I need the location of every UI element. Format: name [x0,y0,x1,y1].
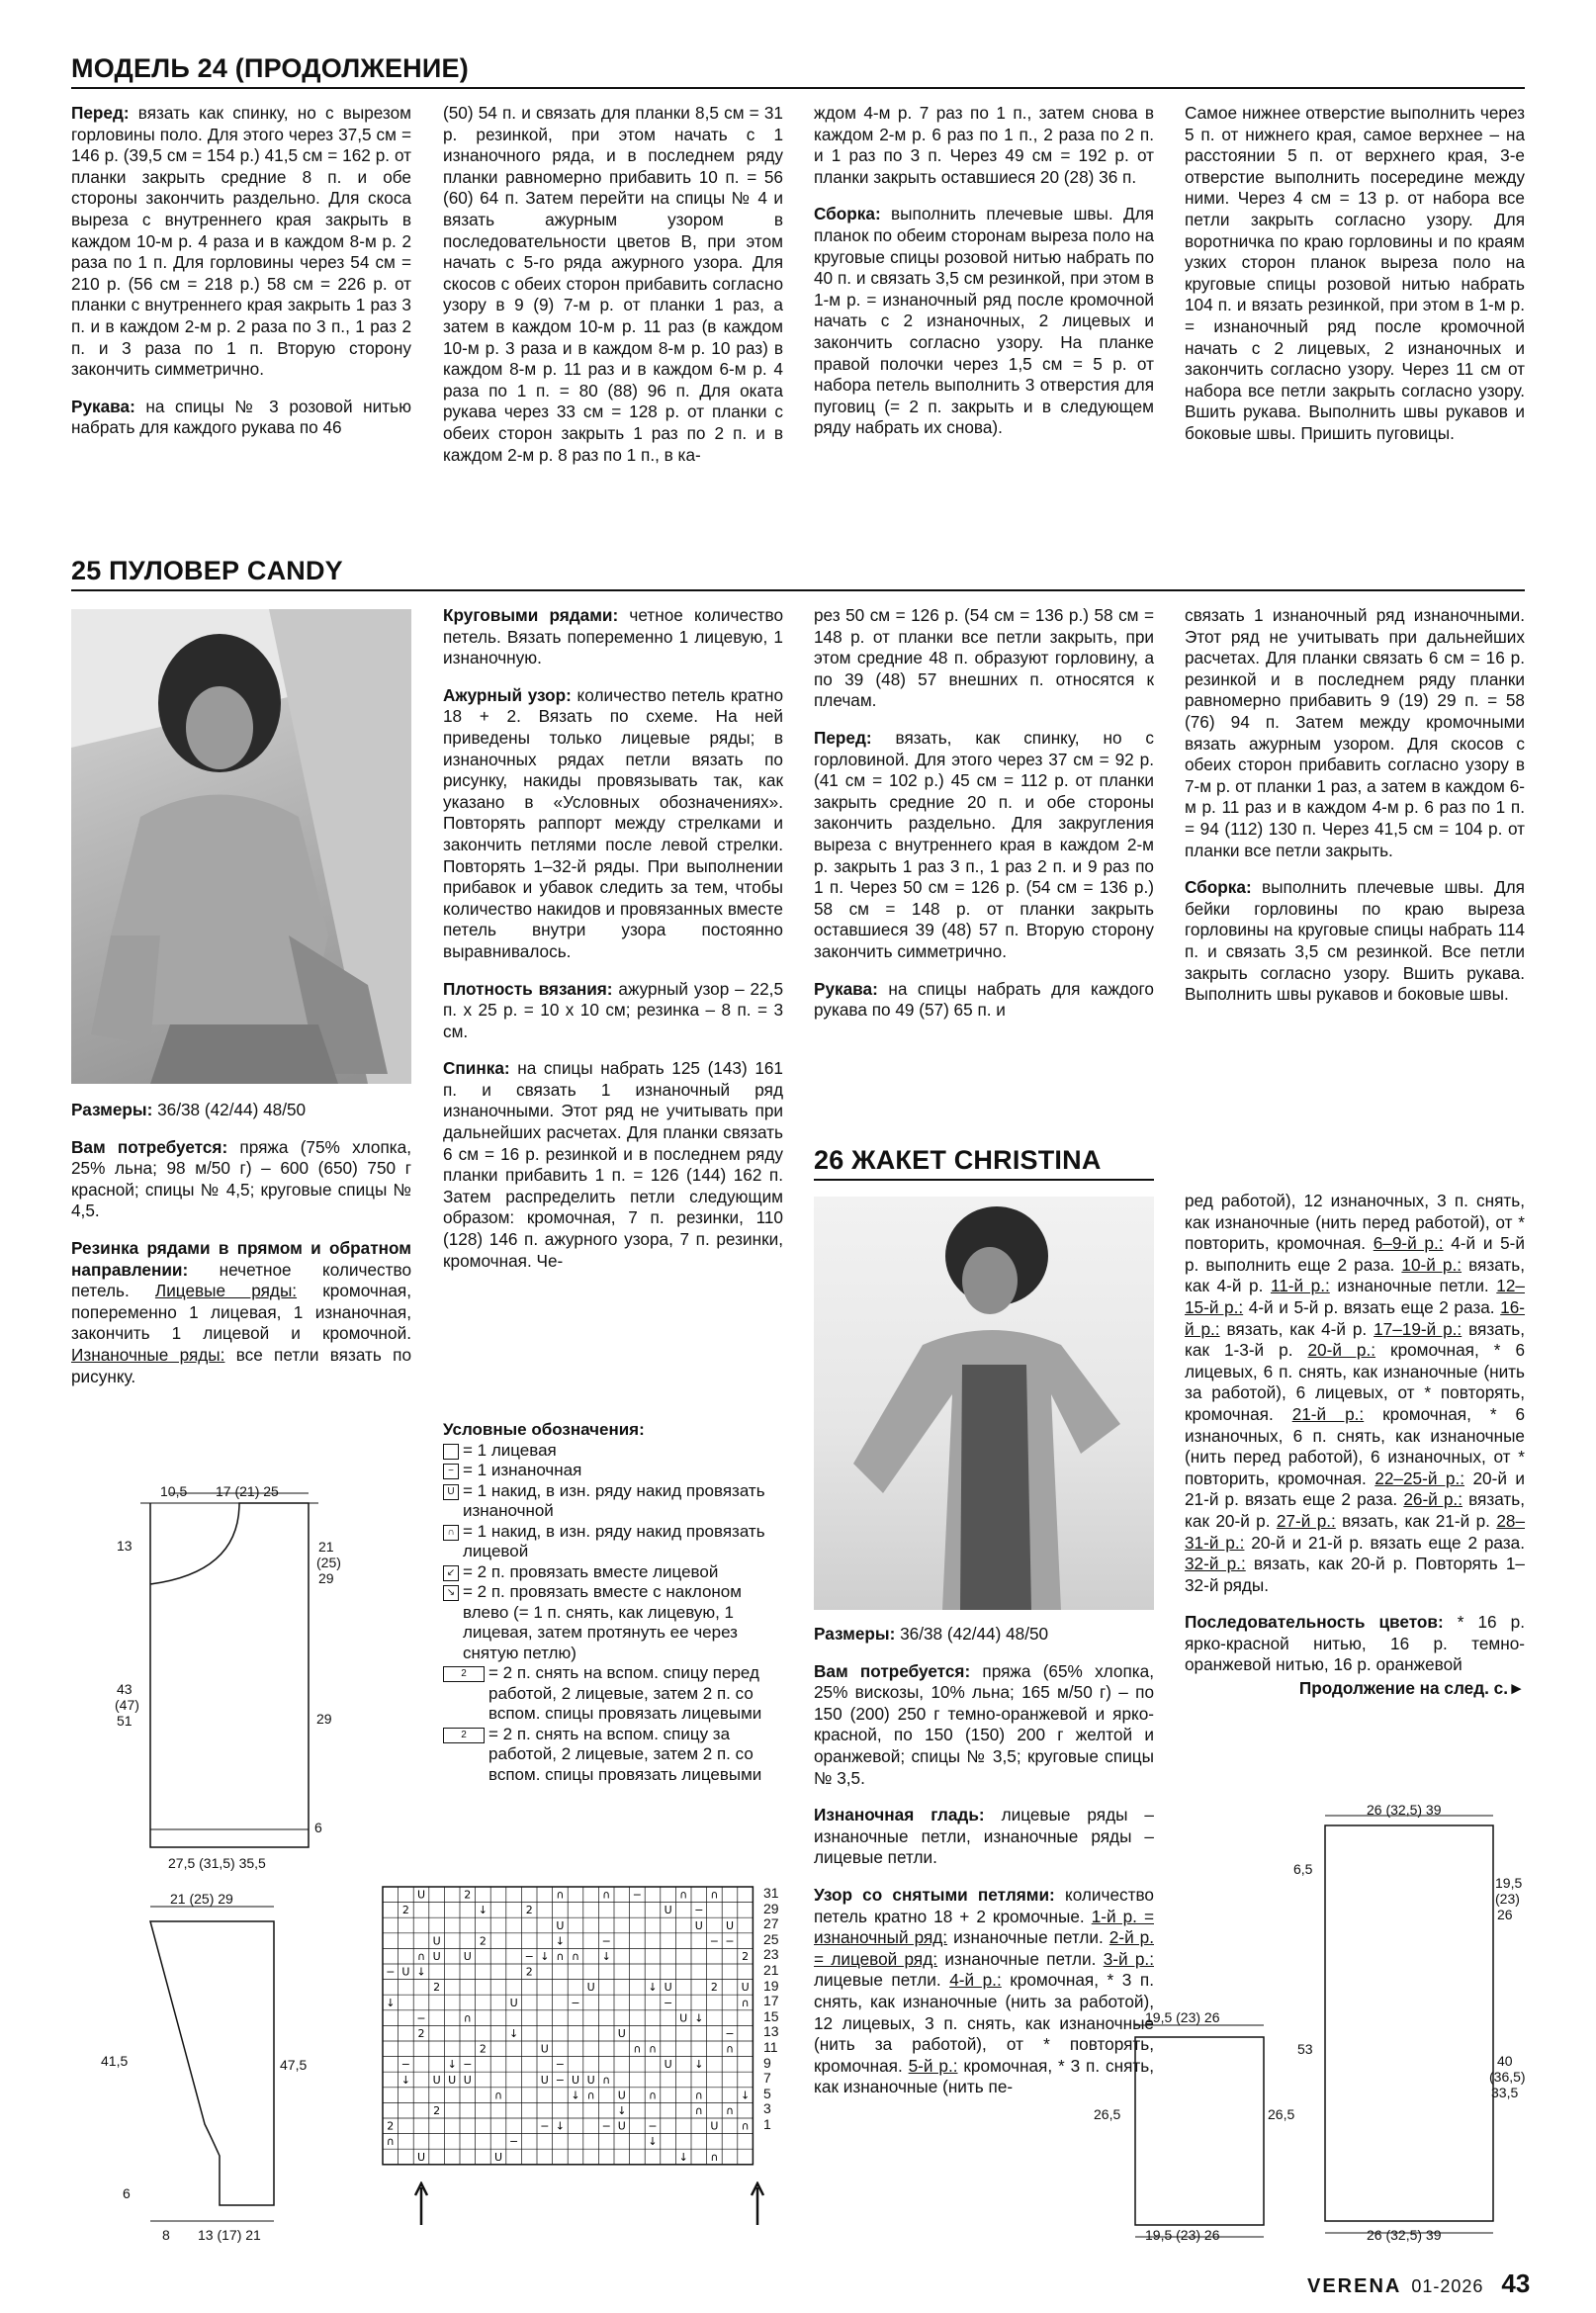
chart-stitch-symbol: ↓ [740,2089,751,2102]
front-dim-right-a2: (25) [316,1555,341,1570]
sleeve-dim-bottom-b: 13 (17) 21 [198,2227,261,2243]
chart-stitch-symbol: − [601,2119,611,2133]
footer-issue: 01-2026 [1411,2276,1484,2296]
chart-stitch-symbol: − [663,1996,673,2009]
chart-stitch-symbol: − [555,2058,566,2072]
chart-stitch-symbol: ∩ [416,1950,426,1963]
section-title-model24: МОДЕЛЬ 24 (ПРОДОЛЖЕНИЕ) [71,53,469,83]
lace-chart [382,1886,757,2173]
chart-stitch-symbol: 2 [401,1904,409,1917]
chart-stitch-symbol: ∩ [556,1950,565,1963]
yarn-over-purl-icon: U [443,1484,459,1500]
chart-stitch-symbol: − [648,2119,658,2133]
chart-stitch-symbol: ∩ [648,2089,658,2102]
chart-stitch-symbol: 2 [479,1934,487,1948]
legend-item-cable-front: 2 = 2 п. снять на вспом. спицу перед работой, 2 лицевые, затем 2 п. со вспом. спицы провязать лицевыми [443,1663,779,1725]
front-dim-bottom: 27,5 (31,5) 35,5 [168,1855,266,1871]
chart-stitch-symbol: U [432,2073,441,2087]
chart-stitch-symbol: ∩ [648,2042,658,2056]
chart-stitch-symbol: ∩ [556,1888,565,1902]
m24-column-2: (50) 54 п. и связать для планки 8,5 см = 31 р. резинкой, при этом начать с 1 изнаночного ряда, и в последнем ряду планки равномерно прибавить 10 п. = 56 (60) 64 п. Затем перейти на спицы № 4 и вязать ажурным узором в последовательности цветов В, при этом начать с 5-го ряда ажурного узора. Для скосов с обеих сторон прибавить согласно узору в 9 (9) 7-м р. от планки 1 раз, а затем в каждом 10-м р. 11 раз (в каждом 10-м р. 3 раза и в каждом 8-м р. 10 раз) в каждом 8-м р. 11 раз и в каждом 6-м р. 4 раза по 1 п. = 80 (88) 96 п. Для оката рукава через 33 см = 128 р. от планки с обеих сторон закрыть 1 раз по 2 п. и в каждом 2-м р. 8 раз по 1 п., в ка- [443,103,783,465]
sleeve-dim-left-small: 6 [123,2185,131,2201]
cable-back-icon: 2 [443,1728,485,1743]
section-rule [71,87,1525,89]
front-dim-top-a: 10,5 [160,1483,188,1499]
chart-stitch-symbol: U [463,1950,472,1963]
chart-stitch-symbol: − [463,2058,473,2072]
continued-note: Продолжение на след. с.► [1298,1678,1525,1699]
footer-brand: VERENA [1307,2275,1402,2297]
chart-stitch-symbol: U [586,1981,595,1995]
chart-stitch-symbol: U [540,2042,549,2056]
jacket-body-dim-right-a2: (23) [1495,1891,1520,1907]
legend-item-purl: − = 1 изнаночная [443,1461,779,1481]
chart-stitch-symbol: ∩ [386,2135,395,2149]
chart-stitch-symbol: ∩ [633,2042,642,2056]
chart-stitch-symbol: ∩ [694,2089,703,2102]
chart-stitch-symbol: U [432,1950,441,1963]
jacket-body-dim-right-b3: 33,5 [1491,2085,1519,2100]
chart-stitch-symbol: ↓ [447,2058,457,2072]
chart-stitch-symbol: ↓ [694,2011,704,2025]
chart-stitch-symbol: − [725,1934,735,1948]
section-title-model26: 26 ЖАКЕТ CHRISTINA [814,1145,1102,1175]
chart-stitch-symbol: U [401,1965,410,1979]
chart-stitch-symbol: ↓ [648,2135,658,2149]
chart-stitch-symbol: 2 [387,2119,395,2133]
chart-stitch-symbol: ∩ [741,2119,750,2133]
footer [1307,2269,1530,2299]
chart-stitch-symbol: ∩ [710,2150,719,2164]
legend-item-ssk: ↘ = 2 п. провязать вместе с наклоном влево (= 1 п. снять, как лицевую, 1 лицевая, затем протянуть ее через снятую петлю) [443,1582,779,1663]
chart-stitch-symbol: − [709,1934,720,1948]
legend [443,1420,779,1785]
model-silhouette-icon [814,1197,1154,1610]
m25-column-4: связать 1 изнаночный ряд изнаночными. Этот ряд не учитывать при дальнейших расчетах. Для планки связать 6 см = 16 р. резинкой и в последнем ряду планки равномерно прибавить 9 (19) 29 п. = 58 (76) 94 п. Затем между кромочными вязать ажурным узором. Для скосов с обеих сторон прибавить согласно узору в 7-м р. от планки 1 раз, а затем в каждом 6-м р. 11 раз и в каждом 4-м р. 6 раз по 1 п. = 94 (112) 130 п. Через 41,5 см = 104 р. от планки все петли закрыть. Сборка: выполнить плечевые швы. Для бейки горловины по краю выреза горловины на круговые спицы набрать 114 п. и связать 3,5 см резинкой. Все петли закрыть согласно узору. Вшить рукава. Выполнить швы рукавов и боковые швы. [1185,605,1525,1005]
m24-column-4: Самое нижнее отверстие выполнить через 5 п. от нижнего края, самое верхнее – на расстоянии 5 п. от верхнего края, 3-е отверстие выполнить посередине между ними. Через 4 см = 13 р. от набора все петли закрыть согласно узору. Для воротничка по краю горловины и по краям узких сторон планок выреза поло на круговые спицы розовой нитью набрать 104 п. и вязать резинкой, при этом в 1-м р. = изнаночный ряд после кромочной начать с 2 лицевых, 2 изнаночных и закончить согласно узору. Через 11 см от набора все петли закрыть согласно узору. Вшить рукава. Выполнить швы рукавов и боковые швы. Пришить пуговицы. [1185,103,1525,443]
chart-stitch-symbol: ↓ [694,2058,704,2072]
chart-stitch-symbol: ∩ [679,1888,688,1902]
front-dim-left-b1: 43 [117,1681,133,1697]
lace-chart-grid [382,1886,757,2173]
sleeve-dim-right: 47,5 [280,2057,308,2073]
chart-stitch-symbol: U [741,1981,750,1995]
chart-stitch-symbol: ↓ [678,2150,688,2164]
chart-stitch-symbol: ∩ [463,2011,472,2025]
chart-stitch-symbol: − [601,1934,611,1948]
front-dim-left-a: 13 [117,1538,133,1554]
chart-stitch-symbol: U [725,1918,735,1932]
chart-stitch-symbol: − [400,2058,411,2072]
chart-stitch-symbol: U [664,2058,672,2072]
chart-stitch-symbol: ∩ [725,2104,735,2117]
chart-stitch-symbol: U [710,2119,719,2133]
chart-stitch-symbol: 2 [479,2042,487,2056]
chart-stitch-symbol: 2 [525,1965,533,1979]
m25-column-2: Круговыми рядами: четное количество петель. Вязать попеременно 1 лицевую, 1 изнаночную. Ажурный узор: количество петель кратно 18 + 2. Вязать по схеме. На ней приведены только лицевые ряды; в изнаночных рядах петли вязать по рисунку, накиды провязывать так, как указано в «Условных обозначениях». Повторять раппорт между стрелками и закончить петлями после левой стрелки. Повторять 1–32-й ряды. При выполнении прибавок и убавок следить за тем, чтобы количество накидов и провязанных вместе петель внутри узора постоянно выравнивалось. Плотность вязания: ажурный узор – 22,5 п. х 25 р. = 10 х 10 см; резинка – 8 п. = 3 см. Спинка: на спицы набрать 125 (143) 161 п. и связать 1 изнаночный ряд изнаночными. Этот ряд не учитывать при дальнейших расчетах. Для планки связать 6 см = 16 р. резинкой и в последнем ряду планки прибавить 1 п. = 126 (144) 162 п. Затем распределить петли следующим образом: кромочная, 7 п. резинки, 110 (128) 146 п. ажурного узора, 7 п. резинки, кромочная. Че- [443,605,784,1271]
jacket-sleeve-dim-top: 19,5 (23) 26 [1145,2009,1220,2025]
chart-stitch-symbol: − [694,1904,704,1917]
jacket-body-dim-bottom: 26 (32,5) 39 [1367,2227,1442,2243]
jacket-sleeve-dim-right: 26,5 [1268,2106,1295,2122]
chart-stitch-symbol: U [571,2073,580,2087]
repeat-arrow-left-icon [413,2181,429,2225]
chart-stitch-symbol: 2 [742,1950,750,1963]
jacket-sleeve-dim-left: 26,5 [1094,2106,1121,2122]
jacket-sleeve-dim-bottom: 19,5 (23) 26 [1145,2227,1220,2243]
front-dim-right-c: 6 [314,1820,322,1835]
m25-column-3: рез 50 см = 126 р. (54 см = 136 р.) 58 см = 148 р. от планки все петли закрыть, при этом средние 48 п. образуют горловину, а по 39 (48) 57 внешних п. относятся к плечам. Перед: вязать, как спинку, но с горловиной. Для этого через 37 см = 92 р. (41 см = 102 р.) 45 см = 112 р. от планки закрыть средние 20 п. и обе стороны закончить раздельно. Для закругления выреза с внутреннего края в каждом 2-м р. закрыть 1 раз 3 п., 1 раз 2 п. и 9 раз по 1 п. Через 50 см = 126 р. (54 см = 136 р.) 58 см = 148 р. от планки закрыть оставшиеся 39 (48) 57 п. Вторую сторону закончить симметрично. Рукава: на спицы набрать для каждого рукава по 49 (57) 65 п. и [814,605,1154,1021]
jacket-body-dim-right-b2: (36,5) [1489,2069,1526,2085]
chart-stitch-symbol: U [448,2073,457,2087]
chart-stitch-symbol: ∩ [586,2089,595,2102]
chart-stitch-symbol: 2 [433,1981,441,1995]
ssk-icon: ↘ [443,1585,459,1601]
chart-stitch-symbol: U [416,2150,426,2164]
chart-stitch-symbol: ∩ [741,1996,750,2009]
legend-item-k2tog: ↙ = 2 п. провязать вместе лицевой [443,1562,779,1583]
legend-item-cable-back: 2 = 2 п. снять на вспом. спицу за работой, 2 лицевые, затем 2 п. со вспом. спицы провязать лицевыми [443,1725,779,1786]
front-dim-left-b2: (47) [115,1697,139,1713]
chart-stitch-symbol: U [493,2150,503,2164]
jacket-body-dim-left-a: 6,5 [1293,1861,1313,1877]
chart-stitch-symbol: 2 [433,2104,441,2117]
chart-stitch-symbol: ↓ [386,1996,396,2009]
jacket-body-dim-top: 26 (32,5) 39 [1367,1802,1442,1818]
chart-stitch-symbol: ∩ [710,1888,719,1902]
chart-stitch-symbol: − [416,2011,426,2025]
sleeve-dim-bottom-a: 8 [162,2227,170,2243]
legend-item-yo-purl: U = 1 накид, в изн. ряду накид провязать изнаночной [443,1481,779,1522]
front-schematic-diagram [71,1473,398,1869]
chart-stitch-symbol: U [416,1888,426,1902]
cable-front-icon: 2 [443,1666,485,1682]
jacket-body-dim-left-b: 53 [1297,2041,1313,2057]
m24-column-1: Перед: вязать как спинку, но с вырезом горловины поло. Для этого через 37,5 см = 146 р. (39,5 см = 154 р.) 41,5 см = 162 р. от планки закрыть средние 8 п. и обе стороны закончить раздельно. Для скоса выреза с внутреннего края закрыть в каждом 10-м р. 4 раза и в каждом 8-м р. 2 раза по 1 п. Для горловины через 54 см = 210 р. (56 см = 218 р.) 58 см = 226 р. от планки с внутреннего края закрыть 1 раз 3 п. и в каждом 2-м р. 2 раза по 3 п., 1 раз 2 п. и 3 раза по 1 п. Вторую сторону закончить симметрично. Рукава: на спицы № 3 розовой нитью набрать для каждого рукава по 46 [71,103,411,438]
christina-jacket-photo [814,1197,1154,1610]
jacket-body-dim-right-a1: 19,5 [1495,1875,1523,1891]
chart-stitch-symbol: U [664,1981,672,1995]
chart-stitch-symbol: U [556,1918,565,1932]
chart-stitch-symbol: ↓ [555,2119,566,2133]
legend-title: Условные обозначения: [443,1420,645,1439]
chart-stitch-symbol: ∩ [571,1950,580,1963]
front-dim-top-b: 17 (21) 25 [216,1483,279,1499]
chart-stitch-symbol: ↓ [571,2089,580,2102]
chart-stitch-symbol: − [540,2119,550,2133]
chart-stitch-symbol: − [555,2073,566,2087]
front-dim-right-a3: 29 [318,1570,334,1586]
front-dim-right-a1: 21 [318,1539,334,1555]
jacket-body-schematic [1305,1806,1513,2241]
sleeve-dim-left: 41,5 [101,2053,129,2069]
chart-stitch-symbol: ↓ [555,1934,566,1948]
m26-column-3: Размеры: 36/38 (42/44) 48/50 Вам потребуется: пряжа (65% хлопка, 25% вискозы, 10% льна; 165 м/50 г) – по 150 (200) 250 г темно-оранжевой и ярко-красной, по 150 (150) 200 г желтой и оранжевой; спицы № 3,5; круговые спицы № 3,5. Изнаночная гладь: лицевые ряды – изнаночные петли, изнаночные ряды – лицевые петли. Узор со снятыми петлями: количество петель кратно 18 + 2 кромочные. 1-й р. = изнаночный ряд: изнаночные петли. 2-й р. = лицевой ряд: изнаночные петли. 3-й р.: лицевые петли. 4-й р.: кромочная, * 3 п. снять, как изнаночные (нить за работой), 12 лицевых, 3 п. снять, как изнаночные (нить за работой), от * повторять, кромочная. 5-й р.: кромочная, * 3 п. снять, как изнаночные (нить пе- [814,1624,1154,2097]
chart-stitch-symbol: ↓ [540,1950,550,1963]
m25-column-1: Размеры: 36/38 (42/44) 48/50 Вам потребуется: пряжа (75% хлопка, 25% льна; 98 м/50 г) – 600 (650) 750 г красной; спицы № 4,5; круговые спицы № 4,5. Резинка рядами в прямом и обратном направлении: нечетное количество петель. Лицевые ряды: кромочная, попеременно 1 лицевая, 1 изнаночная, закончить 1 лицевой и кромочной. Изнаночные ряды: все петли вязать по рисунку. [71,1100,412,1386]
chart-stitch-symbol: 2 [464,1888,472,1902]
chart-stitch-symbol: ↓ [508,2027,519,2040]
chart-stitch-symbol: U [540,2073,549,2087]
chart-stitch-symbol: 2 [525,1904,533,1917]
chart-stitch-symbol: U [432,1934,441,1948]
chart-stitch-symbol: − [386,1965,396,1979]
chart-stitch-symbol: ∩ [725,2042,735,2056]
candy-pullover-photo [71,609,411,1084]
chart-stitch-symbol: ↓ [617,2104,627,2117]
page-number: 43 [1501,2269,1531,2298]
section-rule [71,589,1525,591]
chart-stitch-symbol: U [617,2089,626,2102]
chart-stitch-symbol: ↓ [478,1904,488,1917]
chart-stitch-symbol: ↓ [601,1950,611,1963]
chart-stitch-symbol: ∩ [602,1888,611,1902]
purl-symbol-icon: − [443,1464,459,1479]
chart-stitch-symbol: ↓ [416,1965,426,1979]
chart-stitch-symbol: U [664,1904,672,1917]
legend-item-yo-knit: ∩ = 1 накид, в изн. ряду накид провязать лицевой [443,1522,779,1562]
model-silhouette-icon [71,609,411,1084]
front-dim-right-b: 29 [316,1711,332,1727]
section-title-model25: 25 ПУЛОВЕР CANDY [71,556,343,585]
chart-row-numbers: 31 29 27 25 23 21 19 17 15 13 11 9 7 5 3 1 [763,1885,779,2132]
legend-item-knit: = 1 лицевая [443,1441,779,1462]
chart-stitch-symbol: − [725,2027,735,2040]
chart-stitch-symbol: U [463,2073,472,2087]
m26-column-4: ред работой), 12 изнаночных, 3 п. снять, как изнаночные (нить перед работой), от * повторить, кромочная. 6–9-й р.: 4-й и 5-й р. выполнить еще 2 раза. 10-й р.: вязать, как 4-й р. 11-й р.: изнаночные петли. 12–15-й р.: 4-й и 5-й р. вязать еще 2 раза. 16-й р.: вязать, как 4-й р. 17–19-й р.: вязать, как 1-3-й р. 20-й р.: кромочная, * 6 лицевых, 6 п. снять, как изнаночные (нить за работой), 6 лицевых, от * повторять, кромочная. 21-й р.: кромочная, * 6 изнаночных, 6 п. снять, как изнаночные (нить перед работой), 6 изнаночных, от * повторить, кромочная. 22–25-й р.: 20-й и 21-й р. вязать еще 2 раза. 26-й р.: вязать, как 20-й р. 27-й р.: вязать, как 21-й р. 28–31-й р.: 20-й и 21-й р. вязать еще 2 раза. 32-й р.: вязать, как 20-й р. Повторять 1–32-й ряды. Последовательность цветов: * 16 р. ярко-красной нитью, 16 р. темно-оранжевой нитью, 16 р. оранжевой Продолжение на след. с.► [1185,1191,1526,1699]
sleeve-dim-top: 21 (25) 29 [170,1891,233,1907]
chart-stitch-symbol: ∩ [694,2104,703,2117]
jacket-sleeve-schematic [1117,2017,1295,2245]
chart-stitch-symbol: U [694,1918,703,1932]
k2tog-icon: ↙ [443,1565,459,1581]
chart-stitch-symbol: ∩ [602,2073,611,2087]
chart-stitch-symbol: ↓ [648,1981,658,1995]
yarn-over-knit-icon: ∩ [443,1525,459,1541]
chart-stitch-symbol: U [586,2073,595,2087]
chart-stitch-symbol: U [509,1996,518,2009]
jacket-body-dim-right-a3: 26 [1497,1907,1513,1922]
chart-stitch-symbol: U [679,2011,688,2025]
chart-stitch-symbol: ∩ [493,2089,503,2102]
section-rule [814,1179,1154,1181]
knit-symbol-icon [443,1444,459,1460]
chart-stitch-symbol: 2 [710,1981,718,1995]
m24-column-3: ждом 4-м р. 7 раз по 1 п., затем снова в каждом 2-м р. 6 раз по 1 п., 2 раза по 2 п. и 1 раз по 3 п. Через 49 см = 192 р. от планки закрыть оставшиеся 20 (28) 36 п. Сборка: выполнить плечевые швы. Для планок по обеим сторонам выреза поло на круговые спицы розовой нитью набрать по 40 п. и связать 3,5 см резинкой, при этом в 1-м р. = изнаночный ряд после кромочной начать с 2 изнаночных, 2 лицевых и закончить согласно узору. На планке правой полочки через 1,5 см = 5 р. от набора петель выполнить 3 отверстия для пуговиц (= 2 п. закрыть и в следующем ряду набрать их снова). [814,103,1154,438]
chart-stitch-symbol: − [632,1888,643,1902]
chart-stitch-symbol: − [508,2135,519,2149]
chart-stitch-symbol: 2 [417,2027,425,2040]
chart-stitch-symbol: − [571,1996,580,2009]
chart-stitch-symbol: ↓ [400,2073,411,2087]
repeat-arrow-right-icon [750,2181,765,2225]
jacket-body-dim-right-b1: 40 [1497,2053,1513,2069]
chart-stitch-symbol: U [617,2027,626,2040]
chart-stitch-symbol: U [617,2119,626,2133]
chart-stitch-symbol: − [524,1950,534,1963]
front-dim-left-b3: 51 [117,1713,133,1729]
